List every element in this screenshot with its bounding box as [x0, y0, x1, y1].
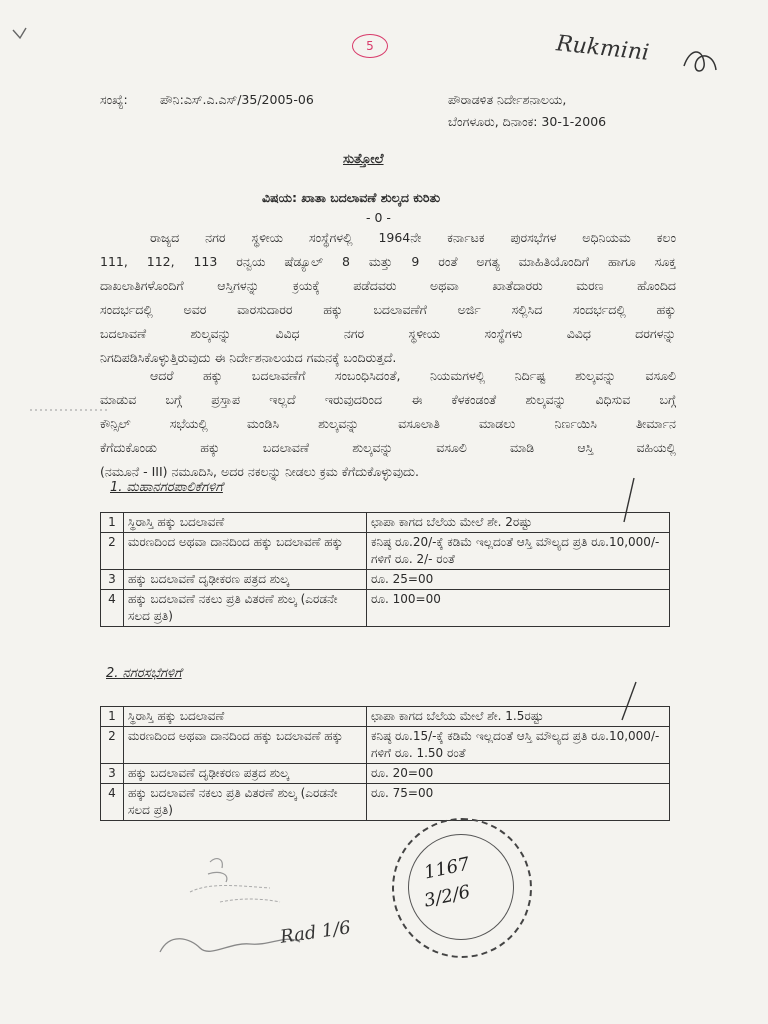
- row-number: 4: [101, 784, 124, 821]
- bleed-through-mark: [30, 404, 110, 416]
- stamp-number: 1167: [422, 853, 472, 884]
- fee-amount: ಛಾಪಾ ಕಾಗದ ಬೆಲೆಯ ಮೇಲೆ ಶೇ. 2ರಷ್ಟು: [367, 513, 670, 533]
- fee-amount: ಕನಿಷ್ಠ ರೂ.20/-ಕ್ಕೆ ಕಡಿಮೆ ಇಲ್ಲದಂತೆ ಆಸ್ತಿ ಮೌಲ್ಯದ ಪ್ರತಿ ರೂ.10,000/- ಗಳಿಗೆ ರೂ. 2/- ರಂತೆ: [367, 533, 670, 570]
- fee-description: ಸ್ಥಿರಾಸ್ತಿ ಹಕ್ಕು ಬದಲಾವಣೆ: [124, 513, 367, 533]
- signature-scribble: [680, 44, 720, 80]
- fee-description: ಹಕ್ಕು ಬದಲಾವಣೆ ನಕಲು ಪ್ರತಿ ವಿತರಣೆ ಶುಲ್ಕ (ಎರಡನೇ ಸಲದ ಪ್ರತಿ): [124, 784, 367, 821]
- page-number: 5: [352, 34, 388, 58]
- separator: - 0 -: [366, 210, 391, 225]
- subject-line: ವಿಷಯ: ಖಾತಾ ಬದಲಾವಣೆ ಶುಲ್ಕದ ಕುರಿತು: [262, 190, 441, 205]
- fee-description: ಹಕ್ಕು ಬದಲಾವಣೆ ದೃಢೀಕರಣ ಪತ್ರದ ಶುಲ್ಕ: [124, 764, 367, 784]
- row-number: 3: [101, 764, 124, 784]
- ref-label: ಸಂಖ್ಯೆ:: [100, 92, 128, 107]
- paragraph-1: [100, 226, 676, 370]
- fee-amount: ಕನಿಷ್ಠ ರೂ.15/-ಕ್ಕೆ ಕಡಿಮೆ ಇಲ್ಲದಂತೆ ಆಸ್ತಿ ಮೌಲ್ಯದ ಪ್ರತಿ ರೂ.10,000/- ಗಳಿಗೆ ರೂ. 1.50 ರಂತೆ: [367, 727, 670, 764]
- document-title: ಸುತ್ತೋಲೆ: [343, 152, 384, 167]
- fee-amount: ಛಾಪಾ ಕಾಗದ ಬೆಲೆಯ ಮೇಲೆ ಶೇ. 1.5ರಷ್ಟು: [367, 707, 670, 727]
- corner-mark: [10, 24, 30, 44]
- fee-amount: ರೂ. 75=00: [367, 784, 670, 821]
- row-number: 4: [101, 590, 124, 627]
- table-row: [101, 590, 670, 627]
- para2-line: ಆದರೆ ಹಕ್ಕು ಬದಲಾವಣೆಗೆ ಸಂಬಂಧಿಸಿದಂತೆ, ನಿಯಮಗಳಲ್ಲಿ ನಿರ್ದಿಷ್ಟ ಶುಲ್ಕವನ್ನು ವಸೂಲಿ: [150, 368, 676, 383]
- fee-amount: ರೂ. 20=00: [367, 764, 670, 784]
- handwritten-date-note: Rad 1/6: [278, 917, 353, 948]
- fee-table-city-municipal-councils: [100, 706, 670, 821]
- para2-line: ಮಾಡುವ ಬಗ್ಗೆ ಪ್ರಸ್ತಾಪ ಇಲ್ಲದೆ ಇರುವುದರಿಂದ ಈ ಕೆಳಕಂಡಂತೆ ಶುಲ್ಕವನ್ನು ವಿಧಿಸುವ ಬಗ್ಗೆ: [100, 392, 676, 407]
- table-row: [101, 707, 670, 727]
- fee-table-municipal-corporations: [100, 512, 670, 627]
- para1-line: ಬದಲಾವಣೆ ಶುಲ್ಕವನ್ನು ವಿವಿಧ ನಗರ ಸ್ಥಳೀಯ ಸಂಸ್ಥೆಗಳು ವಿವಿಧ ದರಗಳನ್ನು: [100, 326, 676, 341]
- row-number: 1: [101, 707, 124, 727]
- signature: Rukmini: [554, 31, 651, 66]
- table-row: [101, 764, 670, 784]
- para1-line: ಸಂದರ್ಭದಲ್ಲಿ ಅವರ ವಾರಸುದಾರರ ಹಕ್ಕು ಬದಲಾವಣೆಗೆ ಅರ್ಜಿ ಸಲ್ಲಿಸಿದ ಸಂದರ್ಭದಲ್ಲಿ ಹಕ್ಕು: [100, 302, 676, 317]
- handwritten-scribbles: [150, 852, 380, 972]
- section-1-heading: 1. ಮಹಾನಗರಪಾಲಿಕೆಗಳಿಗೆ: [110, 480, 223, 495]
- fee-description: ಹಕ್ಕು ಬದಲಾವಣೆ ದೃಢೀಕರಣ ಪತ್ರದ ಶುಲ್ಕ: [124, 570, 367, 590]
- para2-line: ಕೆಗೆದುಕೊಂಡು ಹಕ್ಕು ಬದಲಾವಣೆ ಶುಲ್ಕವನ್ನು ವಸೂಲಿ ಮಾಡಿ ಆಸ್ತಿ ವಹಿಯಲ್ಲಿ: [100, 440, 676, 455]
- table-row: [101, 570, 670, 590]
- para2-line: ಕೌನ್ಸಿಲ್ ಸಭೆಯಲ್ಲಿ ಮಂಡಿಸಿ ಶುಲ್ಕವನ್ನು ವಸೂಲಾತಿ ಮಾಡಲು ನಿರ್ಣಯಿಸಿ ತೀರ್ಮಾನ: [100, 416, 676, 431]
- para1-line: ದಾಖಲಾತಿಗಳೊಂದಿಗೆ ಆಸ್ತಿಗಳನ್ನು ಕ್ರಯಕ್ಕೆ ಪಡೆದವರು ಅಥವಾ ಖಾತೆದಾರರು ಮರಣ ಹೊಂದಿದ: [100, 278, 676, 293]
- fee-description: ಮರಣದಿಂದ ಅಥವಾ ದಾನದಿಂದ ಹಕ್ಕು ಬದಲಾವಣೆ ಹಕ್ಕು: [124, 533, 367, 570]
- para1-line: 111, 112, 113 ರನ್ವಯ ಷೆಡ್ಯೂಲ್ 8 ಮತ್ತು 9 ರಂತೆ ಅಗತ್ಯ ಮಾಹಿತಿಯೊಂದಿಗೆ ಹಾಗೂ ಸೂಕ್ತ: [100, 254, 676, 269]
- para1-line: ರಾಜ್ಯದ ನಗರ ಸ್ಥಳೀಯ ಸಂಸ್ಥೆಗಳಲ್ಲಿ 1964ನೇ ಕರ್ನಾಟಕ ಪುರಸಭೆಗಳ ಅಧಿನಿಯಮ ಕಲಂ: [150, 230, 676, 245]
- fee-amount: ರೂ. 25=00: [367, 570, 670, 590]
- row-number: 2: [101, 533, 124, 570]
- paragraph-2: [100, 364, 676, 484]
- stamp-date: 3/2/6: [422, 881, 473, 912]
- fee-description: ಹಕ್ಕು ಬದಲಾವಣೆ ನಕಲು ಪ್ರತಿ ವಿತರಣೆ ಶುಲ್ಕ (ಎರಡನೇ ಸಲದ ಪ್ರತಿ): [124, 590, 367, 627]
- place-date: ಬೆಂಗಳೂರು, ದಿನಾಂಕ: 30-1-2006: [448, 114, 607, 129]
- section-2-heading: 2. ನಗರಸಭೆಗಳಿಗೆ: [106, 666, 182, 681]
- fee-amount: ರೂ. 100=00: [367, 590, 670, 627]
- table-row: [101, 533, 670, 570]
- office-stamp: [392, 818, 532, 958]
- row-number: 3: [101, 570, 124, 590]
- row-number: 1: [101, 513, 124, 533]
- row-number: 2: [101, 727, 124, 764]
- fee-description: ಸ್ಥಿರಾಸ್ತಿ ಹಕ್ಕು ಬದಲಾವಣೆ: [124, 707, 367, 727]
- table-row: [101, 784, 670, 821]
- fee-description: ಮರಣದಿಂದ ಅಥವಾ ದಾನದಿಂದ ಹಕ್ಕು ಬದಲಾವಣೆ ಹಕ್ಕು: [124, 727, 367, 764]
- ref-number: ಪೌನಿ:ಎಸ್.ಎ.ಎಸ್/35/2005-06: [160, 92, 314, 107]
- office-name: ಪೌರಾಡಳಿತ ನಿರ್ದೇಶನಾಲಯ,: [448, 92, 567, 107]
- table-row: [101, 727, 670, 764]
- para1-line: ನಿಗದಿಪಡಿಸಿಕೊಳ್ಳುತ್ತಿರುವುದು ಈ ನಿರ್ದೇಶನಾಲಯದ ಗಮನಕ್ಕೆ ಬಂದಿರುತ್ತದೆ.: [100, 350, 397, 365]
- table-row: [101, 513, 670, 533]
- para2-line: (ನಮೂನೆ - III) ನಮೂದಿಸಿ, ಅದರ ನಕಲನ್ನು ನೀಡಲು ಕ್ರಮ ಕೆಗೆದುಕೊಳ್ಳುವುದು.: [100, 464, 420, 479]
